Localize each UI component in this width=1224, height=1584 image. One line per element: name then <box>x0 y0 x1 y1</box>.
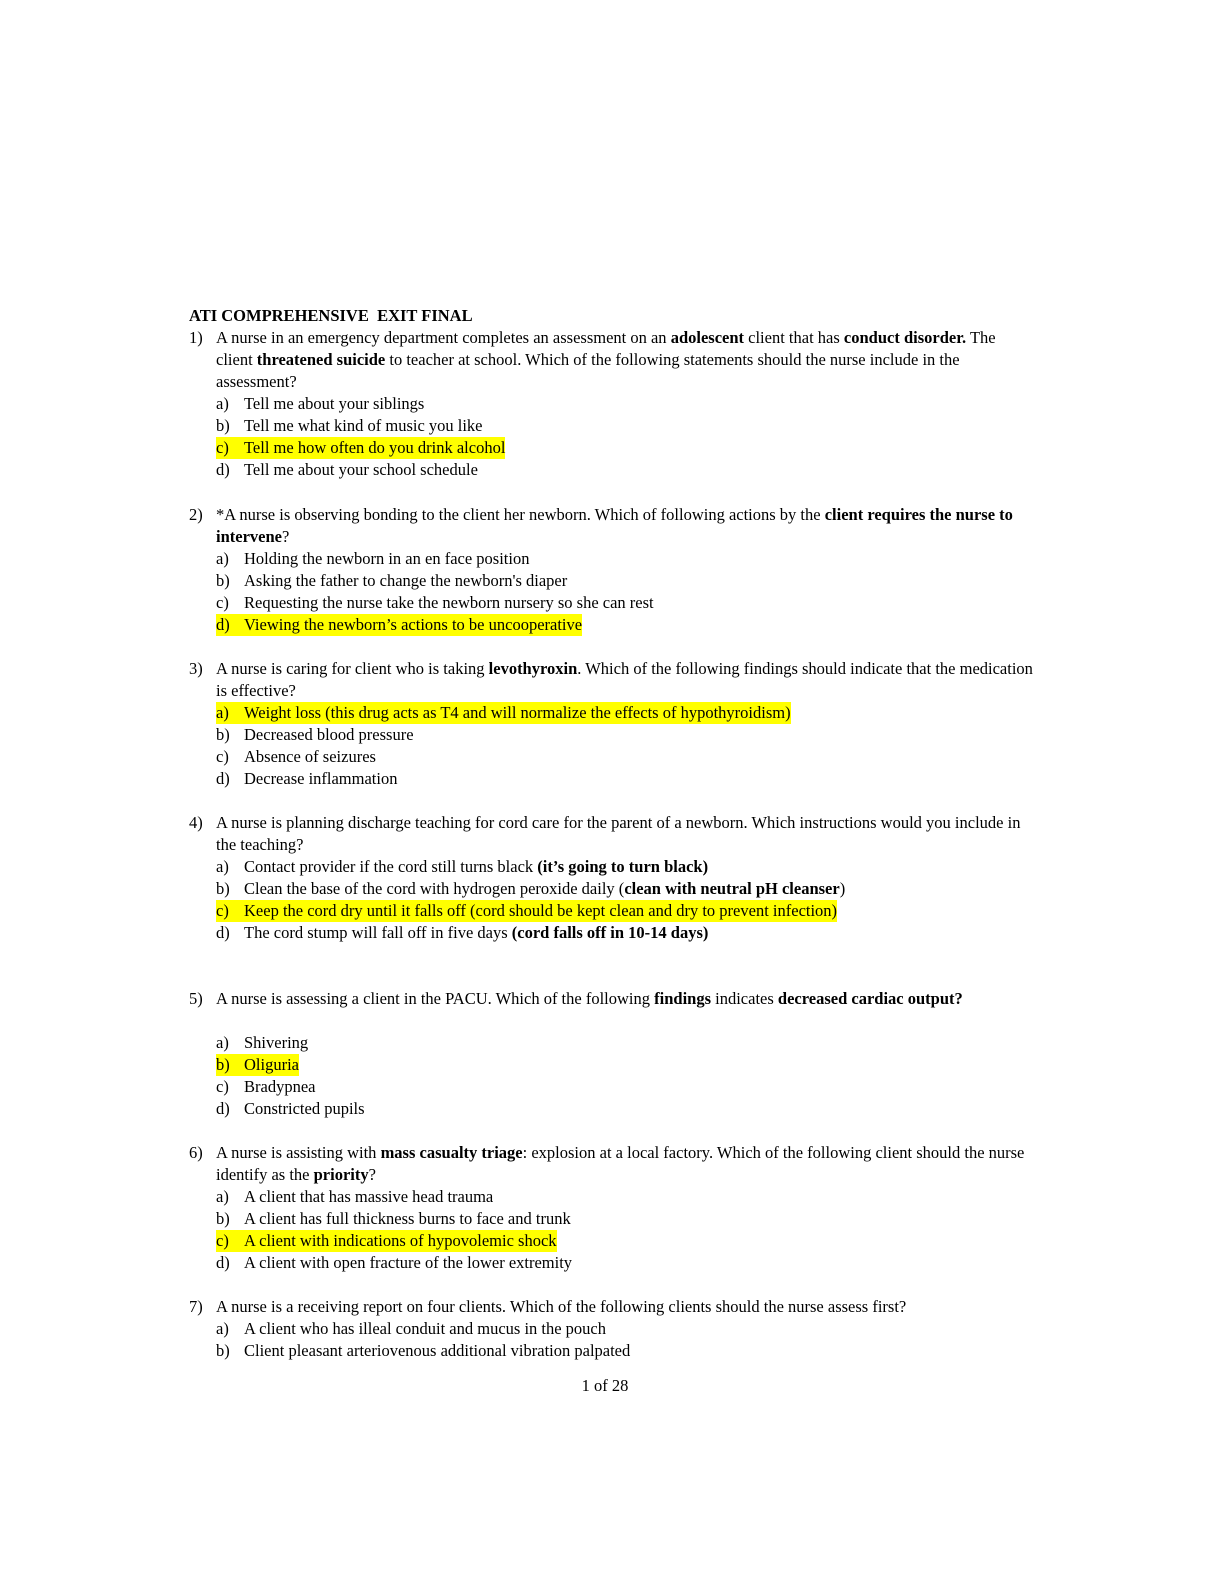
option-letter: d) <box>216 769 230 788</box>
option-letter: a) <box>216 549 229 568</box>
answer-option-a <box>216 1032 308 1054</box>
option-text: Holding the newborn in an en face position <box>244 549 530 568</box>
answer-option-b <box>216 878 845 900</box>
question-number: 2) <box>189 505 203 524</box>
stem-text: : explosion at a local factory. Which of the following client should the nurse identify as the <box>216 1143 1025 1184</box>
answer-option-c <box>216 437 505 459</box>
option-letter: b) <box>216 416 230 435</box>
stem-bold-text: client requires the nurse to intervene <box>216 505 1013 546</box>
option-letter: a) <box>216 1187 229 1206</box>
answer-option-c <box>216 1230 557 1252</box>
answer-option-d <box>216 768 397 790</box>
option-letter: b) <box>216 725 230 744</box>
question-number: 1) <box>189 328 203 347</box>
question-stem <box>216 812 1036 856</box>
stem-text: A nurse is assisting with <box>216 1143 381 1162</box>
answer-option-a <box>216 702 791 724</box>
question-stem <box>216 1142 1036 1186</box>
option-text: Decreased blood pressure <box>244 725 414 744</box>
stem-text: ? <box>368 1165 376 1184</box>
option-text: Tell me about your school schedule <box>244 460 478 479</box>
answer-option-a <box>216 393 424 415</box>
option-letter: c) <box>216 901 229 920</box>
answer-option-c <box>216 746 376 768</box>
option-text: ) <box>839 879 846 898</box>
document-title: ATI COMPREHENSIVE EXIT FINAL <box>189 306 473 325</box>
answer-option-c <box>216 592 654 614</box>
question-number: 6) <box>189 1143 203 1162</box>
option-letter: d) <box>216 615 230 634</box>
option-text: A client that has massive head trauma <box>244 1187 494 1206</box>
question-stem <box>216 988 1036 1010</box>
option-letter: b) <box>216 1209 230 1228</box>
stem-bold-text: levothyroxin <box>488 659 578 678</box>
question-number: 3) <box>189 659 203 678</box>
question-number: 5) <box>189 989 203 1008</box>
option-text: Decrease inflammation <box>244 769 398 788</box>
option-letter: d) <box>216 923 230 942</box>
answer-option-d <box>216 1098 365 1120</box>
option-text: Tell me what kind of music you like <box>244 416 483 435</box>
option-text: A client with indications of hypovolemic shock <box>244 1231 557 1250</box>
stem-bold-text: threatened suicide <box>256 350 386 369</box>
stem-text: indicates <box>711 989 778 1008</box>
stem-text: A nurse is assessing a client in the PACU. Which of the following <box>216 989 655 1008</box>
stem-text: A nurse in an emergency department completes an assessment on an <box>216 328 671 347</box>
answer-option-a <box>216 856 708 878</box>
stem-text: to teacher at school. Which of the following statements should the nurse include in the assessment? <box>216 350 960 391</box>
answer-option-c <box>216 900 837 922</box>
option-letter: c) <box>216 1231 229 1250</box>
option-letter: a) <box>216 1033 229 1052</box>
answer-option-b <box>216 1208 571 1230</box>
stem-text: A nurse is a receiving report on four clients. Which of the following clients should the nurse assess first? <box>216 1297 907 1316</box>
stem-bold-text: findings <box>654 989 712 1008</box>
option-text: A client has full thickness burns to face and trunk <box>244 1209 571 1228</box>
option-letter: c) <box>216 438 229 457</box>
stem-bold-text: mass casualty triage <box>380 1143 523 1162</box>
option-letter: d) <box>216 460 230 479</box>
stem-text: *A nurse is observing bonding to the client her newborn. Which of following actions by the <box>216 505 825 524</box>
option-text: Contact provider if the cord still turns black <box>244 857 538 876</box>
answer-option-a <box>216 1186 493 1208</box>
option-text: A client with open fracture of the lower extremity <box>244 1253 573 1272</box>
option-letter: b) <box>216 1055 230 1074</box>
answer-option-d <box>216 459 478 481</box>
question-number: 7) <box>189 1297 203 1316</box>
option-text: Client pleasant arteriovenous additional vibration palpated <box>244 1341 631 1360</box>
option-letter: c) <box>216 1077 229 1096</box>
option-text: The cord stump will fall off in five days <box>244 923 512 942</box>
option-text: Tell me how often do you drink alcohol <box>244 438 506 457</box>
stem-text: A nurse is caring for client who is taking <box>216 659 489 678</box>
page-number: 1 of 28 <box>581 1376 629 1395</box>
question-stem <box>216 1296 1036 1318</box>
answer-option-a <box>216 1318 606 1340</box>
option-bold-text: clean with neutral pH cleanser <box>624 879 840 898</box>
stem-text: The client <box>216 328 996 369</box>
option-text: Keep the cord dry until it falls off (cord should be kept clean and dry to prevent infection) <box>244 901 838 920</box>
answer-option-b <box>216 415 483 437</box>
question-stem <box>216 504 1036 548</box>
stem-text: ? <box>281 527 290 546</box>
option-letter: c) <box>216 747 229 766</box>
stem-bold-text: priority <box>313 1165 369 1184</box>
answer-option-b <box>216 1054 299 1076</box>
option-letter: b) <box>216 879 230 898</box>
option-bold-text: (cord falls off in 10-14 days) <box>511 923 709 942</box>
option-letter: a) <box>216 1319 229 1338</box>
answer-option-b <box>216 1340 630 1362</box>
option-letter: d) <box>216 1253 230 1272</box>
answer-option-b <box>216 724 414 746</box>
answer-option-c <box>216 1076 315 1098</box>
question-stem <box>216 658 1036 702</box>
stem-bold-text: adolescent <box>670 328 745 347</box>
answer-option-b <box>216 570 567 592</box>
option-letter: d) <box>216 1099 230 1118</box>
option-text: Requesting the nurse take the newborn nursery so she can rest <box>244 593 654 612</box>
option-letter: b) <box>216 571 230 590</box>
answer-option-d <box>216 614 582 636</box>
option-text: Viewing the newborn’s actions to be uncooperative <box>244 615 583 634</box>
option-letter: a) <box>216 703 229 722</box>
stem-bold-text: conduct disorder. <box>843 328 967 347</box>
option-text: Shivering <box>244 1033 309 1052</box>
option-letter: a) <box>216 857 229 876</box>
stem-text: client that has <box>744 328 844 347</box>
question-stem <box>216 327 1036 393</box>
stem-text: A nurse is planning discharge teaching for cord care for the parent of a newborn. Which instructions would you include in the teaching? <box>216 813 1021 854</box>
option-text: Constricted pupils <box>244 1099 365 1118</box>
option-text: Asking the father to change the newborn's diaper <box>244 571 568 590</box>
option-text: Absence of seizures <box>244 747 376 766</box>
stem-bold-text: decreased cardiac output? <box>777 989 963 1008</box>
option-text: Clean the base of the cord with hydrogen peroxide daily ( <box>244 879 625 898</box>
stem-text: . Which of the following findings should indicate that the medication is effective? <box>216 659 1033 700</box>
answer-option-a <box>216 548 529 570</box>
option-text: Tell me about your siblings <box>244 394 425 413</box>
option-letter: c) <box>216 593 229 612</box>
answer-option-d <box>216 1252 572 1274</box>
option-letter: b) <box>216 1341 230 1360</box>
option-letter: a) <box>216 394 229 413</box>
option-text: Weight loss (this drug acts as T4 and will normalize the effects of hypothyroidism) <box>244 703 791 722</box>
option-bold-text: (it’s going to turn black) <box>537 857 709 876</box>
question-number: 4) <box>189 813 203 832</box>
option-text: A client who has illeal conduit and mucus in the pouch <box>244 1319 607 1338</box>
option-text: Bradypnea <box>244 1077 316 1096</box>
option-text: Oliguria <box>244 1055 299 1074</box>
answer-option-d <box>216 922 708 944</box>
